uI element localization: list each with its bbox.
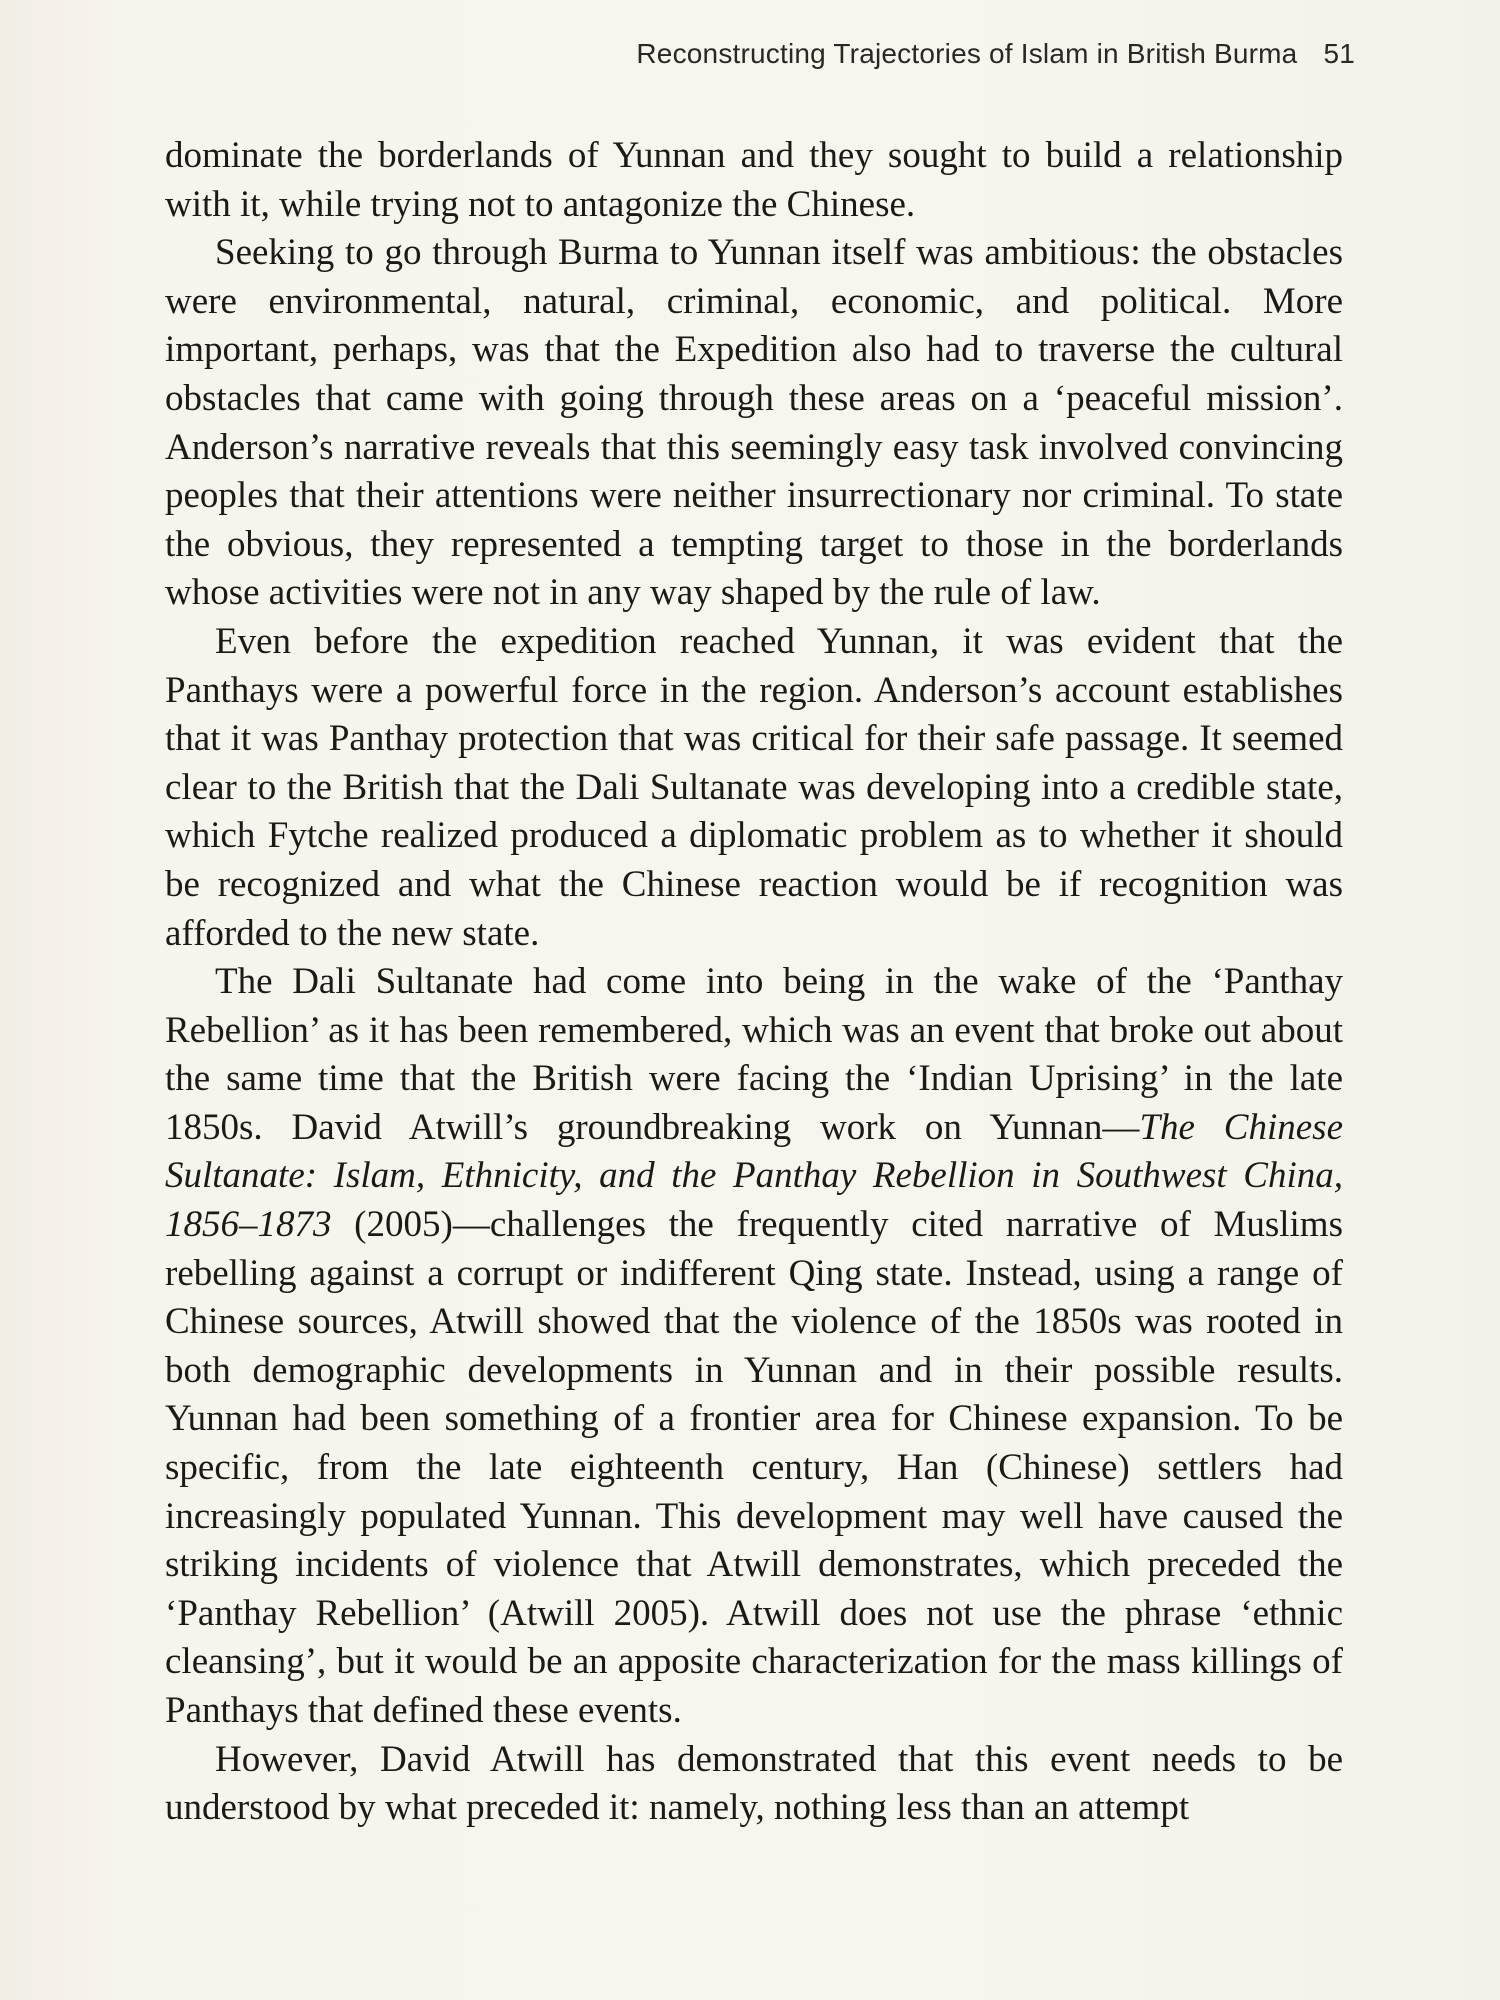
paragraph-4 [165,958,1343,1736]
paragraph-4-text-before: The Dali Sultanate had come into being in the wake of the ‘Panthay Rebellion’ as it has been remembered, which was an event that broke out about the same time that the British were facing the ‘Indian Uprising’ in the late 1850s. David Atwill’s groundbreaking work on Yunnan— [165,961,1343,1148]
paragraph-2: Seeking to go through Burma to Yunnan itself was ambitious: the obstacles were environmental, natural, criminal, economic, and political. More important, perhaps, was that the Expedition also had to traverse the cultural obstacles that came with going through these areas on a ‘peaceful mission’. Anderson’s narrative reveals that this seemingly easy task involved convincing peoples that their attentions were neither insurrectionary nor criminal. To state the obvious, they represented a tempting target to those in the borderlands whose activities were not in any way shaped by the rule of law. [165,232,1343,614]
paragraph-3: Even before the expedition reached Yunnan, it was evident that the Panthays were a powerful force in the region. Anderson’s account establishes that it was Panthay protection that was critical for their safe passage. It seemed clear to the British that the Dali Sultanate was developing into a credible state, which Fytche realized produced a diplomatic problem as to whether it should be recognized and what the Chinese reaction would be if recognition was afforded to the new state. [165,620,1343,954]
book-title-citation: The Chinese Sultanate: Islam, Ethnicity, and the Panthay Rebellion in Southwest China, 1856–1873 [165,1106,1344,1246]
page-number: 51 [1323,38,1355,69]
paragraph-4-text-after: (2005)—challenges the frequently cited narrative of Muslims rebelling against a corrupt or indifferent Qing state. Instead, using a range of Chinese sources, Atwill showed that the violence of the 1850s was rooted in both demographic developments in Yunnan and in their possible results. Yunnan had been something of a frontier area for Chinese expansion. To be specific, from the late eighteenth century, Han (Chinese) settlers had increasingly populated Yunnan. This development may well have caused the striking incidents of violence that Atwill demonstrates, which preceded the ‘Panthay Rebellion’ (Atwill 2005). Atwill does not use the phrase ‘ethnic cleansing’, but it would be an apposite characterization for the mass killings of Panthays that defined these events. [165,1204,1343,1731]
body-text [165,132,1343,1833]
paragraph-1: dominate the borderlands of Yunnan and they sought to build a relationship with it, while trying not to antagonize the Chinese. [165,135,1343,225]
running-head [636,38,1355,70]
paragraph-5: However, David Atwill has demonstrated that this event needs to be understood by what preceded it: namely, nothing less than an attempt [165,1738,1343,1829]
running-title: Reconstructing Trajectories of Islam in British Burma [636,38,1298,69]
